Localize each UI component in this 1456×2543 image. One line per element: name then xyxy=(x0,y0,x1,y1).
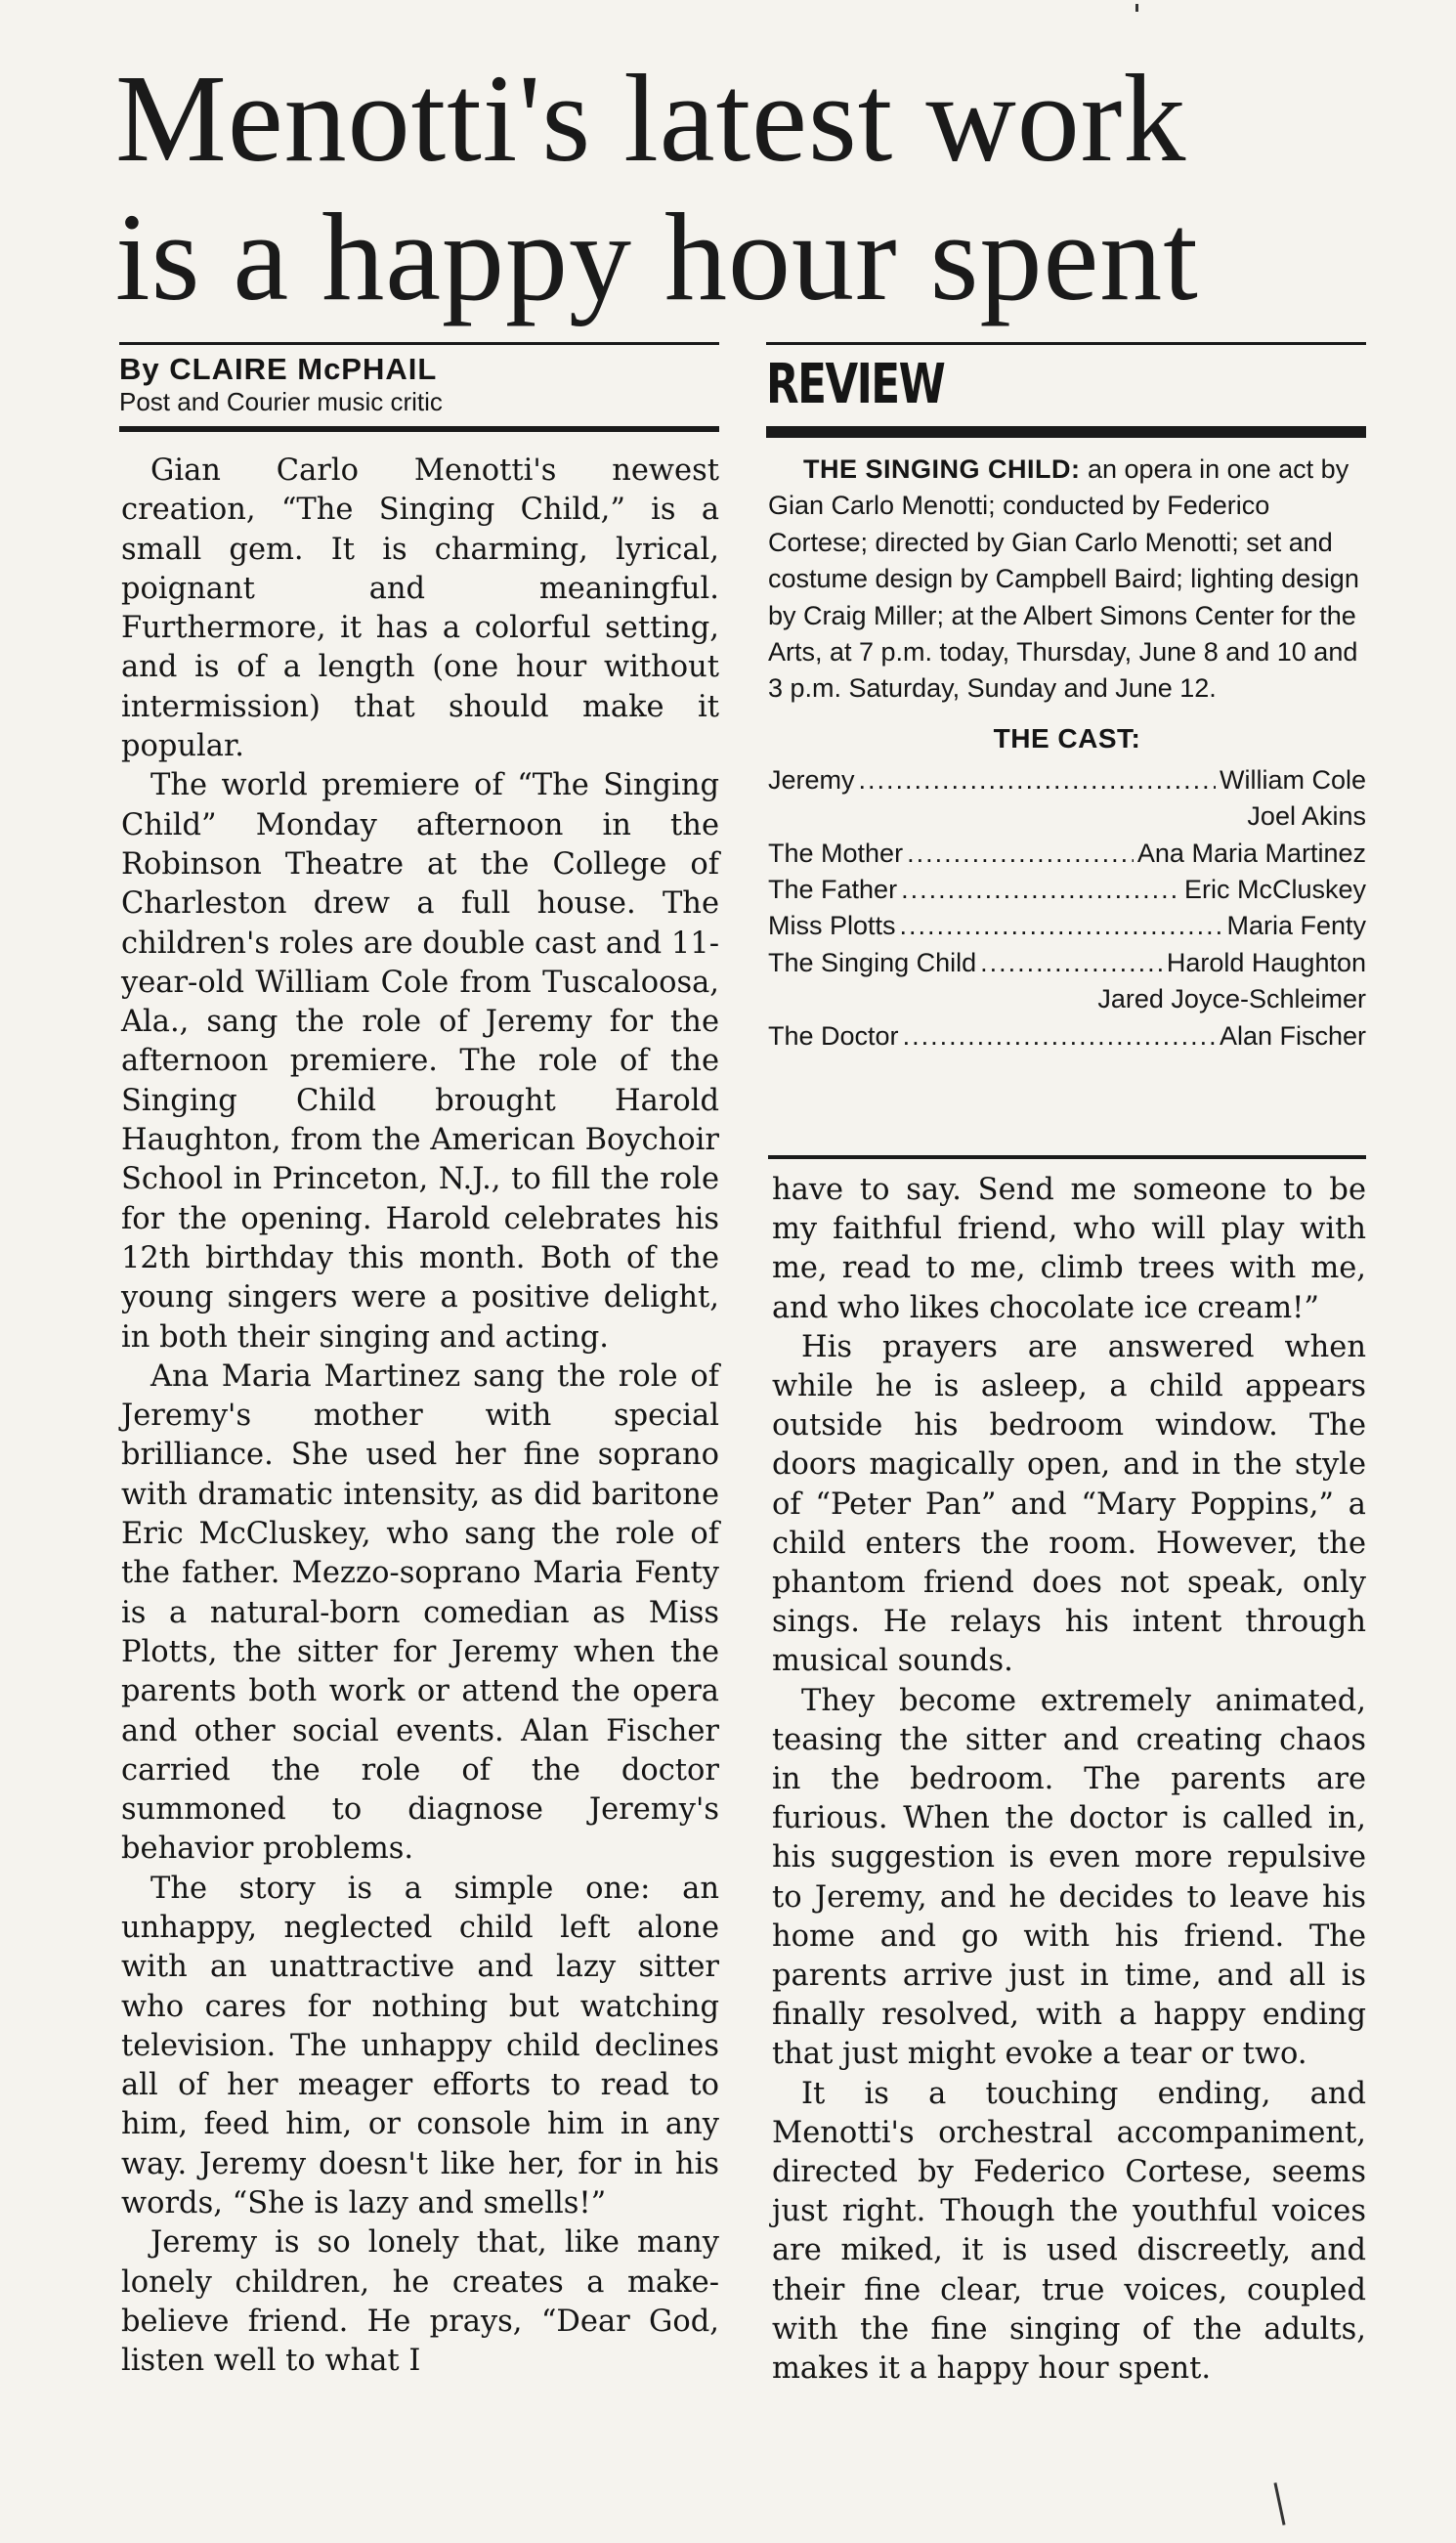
paragraph: They become extremely animated, teasing the sitter and creating chaos in the bedroom. The parents are furious. When the doctor is called in, his suggestion is even more repulsive to Jeremy, and he decides to leave his home and go with his friend. The parents arrive just in time, and all is finally resolved, with a happy ending that just might evoke a tear or two. xyxy=(772,1683,1366,2072)
review-info-box xyxy=(768,452,1366,1055)
paragraph: have to say. Send me someone to be my faithful friend, who will play with me, read to me, climb trees with me, and who likes chocolate ice cream!” xyxy=(772,1173,1366,1325)
cast-row xyxy=(768,945,1366,981)
headline-line-1: Menotti's latest work xyxy=(115,49,1187,188)
byline xyxy=(119,352,715,416)
leader-dots xyxy=(859,762,1216,798)
headline-line-2: is a happy hour spent xyxy=(115,188,1199,326)
cast-row xyxy=(768,1018,1366,1055)
byline-top-rule xyxy=(119,342,719,345)
cast-row xyxy=(768,762,1366,798)
cast-actor: Ana Maria Martinez xyxy=(1136,838,1366,868)
pen-mark xyxy=(1135,4,1138,12)
article-body-right xyxy=(772,1171,1366,2389)
cast-actor: Maria Fenty xyxy=(1226,911,1366,941)
cast-actor: William Cole xyxy=(1219,764,1366,795)
review-bottom-rule xyxy=(766,426,1366,438)
paragraph: His prayers are answered when while he is asleep, a child appears outside his bedroom window. The doors magically open, and in the style of “Peter Pan” and “Mary Poppins,” a child enters the room. However, the phantom friend does not speak, only sings. He relays his intent through musical sounds. xyxy=(772,1329,1366,1679)
cast-actor: Harold Haughton xyxy=(1166,947,1366,977)
cast-role: Jeremy xyxy=(768,764,855,795)
review-top-rule xyxy=(766,342,1366,345)
cast-role: The Mother xyxy=(768,838,904,868)
cast-heading: THE CAST: xyxy=(993,722,1141,754)
review-label: REVIEW xyxy=(766,353,945,416)
leader-dots xyxy=(901,872,1180,908)
headline xyxy=(115,49,1376,326)
article-body-left xyxy=(121,452,719,2382)
leader-dots xyxy=(903,1018,1216,1055)
paragraph: The story is a simple one: an unhappy, neglected child left alone with an unattractive and lazy sitter who cares for nothing but watching television. The unhappy child declines all of her meager efforts to read to him, feed him, or console him in any way. Jeremy doesn't like her, for in his words, “She is lazy and smells!” xyxy=(121,1871,719,2221)
production-details xyxy=(768,452,1366,708)
paragraph: It is a touching ending, and Menotti's orchestral accompaniment, directed by Federico Cortese, seems just right. Though the youthful voices are miked, it is used discreetly, and their fine clear, true voices, coupled with the fine singing of the adults, makes it a happy hour spent. xyxy=(772,2076,1366,2387)
cast-alternate: Jared Joyce-Schleimer xyxy=(1097,984,1366,1014)
cast-row xyxy=(768,836,1366,872)
cast-actor: Eric McCluskey xyxy=(1183,875,1366,905)
byline-bottom-rule xyxy=(119,426,719,432)
paragraph: Ana Maria Martinez sang the role of Jeremy's mother with special brilliance. She used her fine soprano with dramatic intensity, as did baritone Eric McCluskey, who sang the role of the father. Mezzo-soprano Maria Fenty is a natural-born comedian as Miss Plotts, the sitter for Jeremy when the parents both work or attend the opera and other social events. Alan Fischer carried the role of the doctor summoned to diagnose Jeremy's behavior problems. xyxy=(121,1358,719,1867)
production-title: THE SINGING CHILD: xyxy=(803,454,1081,484)
leader-dots xyxy=(980,945,1163,981)
cast-list xyxy=(768,762,1366,1055)
info-box-bottom-rule xyxy=(768,1155,1366,1159)
byline-name: By CLAIRE McPHAIL xyxy=(119,352,438,386)
cast-alternate: Joel Akins xyxy=(1247,801,1366,832)
paragraph: Jeremy is so lonely that, like many lonely children, he creates a make-believe friend. He prays, “Dear God, listen well to what I xyxy=(121,2225,719,2379)
paragraph: The world premiere of “The Singing Child” Monday afternoon in the Robinson Theatre at the College of Charleston drew a full house. The children's roles are double cast and 11-year-old William Cole from Tuscaloosa, Ala., sang the role of Jeremy for the afternoon premiere. The role of the Singing Child brought Harold Haughton, from the American Boychoir School in Princeton, N.J., to fill the role for the opening. Harold celebrates his 12th birthday this month. Both of the young singers were a positive delight, in both their singing and acting. xyxy=(121,768,719,1355)
cast-actor: Alan Fischer xyxy=(1219,1020,1366,1051)
cast-role: The Father xyxy=(768,875,898,905)
cast-row xyxy=(768,908,1366,944)
byline-title: Post and Courier music critic xyxy=(119,387,443,416)
cast-role: Miss Plotts xyxy=(768,911,896,941)
pen-mark xyxy=(1273,2482,1285,2525)
leader-dots xyxy=(907,836,1134,872)
paragraph: Gian Carlo Menotti's newest creation, “The Singing Child,” is a small gem. It is charming, lyrical, poignant and meaningful. Furthermore, it has a colorful setting, and is of a length (one hour without intermission) that should make it popular. xyxy=(121,453,719,764)
leader-dots xyxy=(900,908,1223,944)
cast-role: The Singing Child xyxy=(768,947,977,977)
cast-role: The Doctor xyxy=(768,1020,899,1051)
cast-row xyxy=(768,872,1366,908)
production-description: an opera in one act by Gian Carlo Menotti; conducted by Federico Cortese; directed by Gian Carlo Menotti; set and costume design by Campbell Baird; lighting design by Craig Miller; at the Albert Simons Center for the Arts, at 7 p.m. today, Thursday, June 8 and 10 and 3 p.m. Saturday, Sunday and June 12. xyxy=(768,454,1359,704)
